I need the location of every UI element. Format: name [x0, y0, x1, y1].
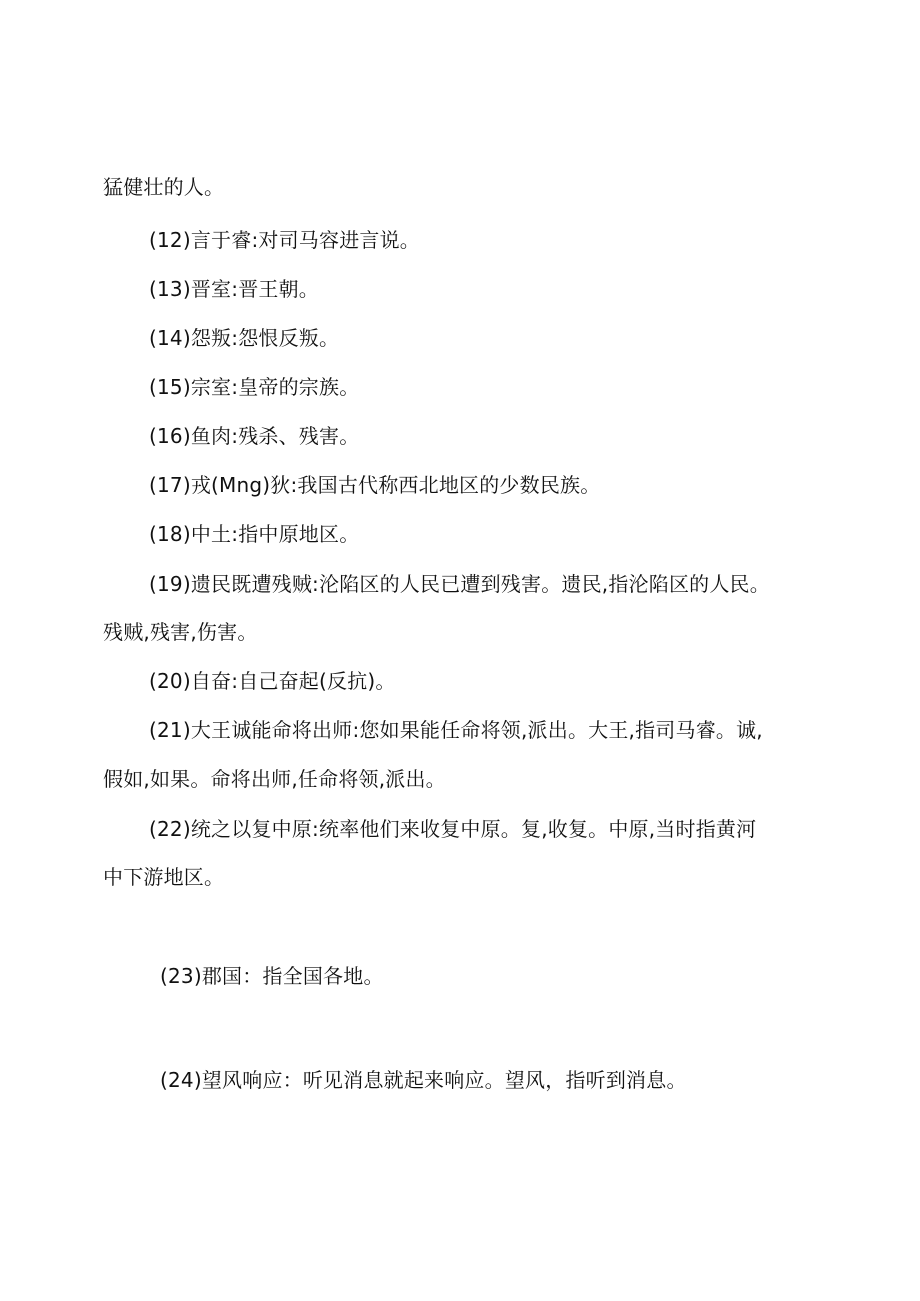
footnote-12: (12)言于睿:对司马容进言说。 [149, 228, 420, 252]
footnote-14: (14)怨叛:怨恨反叛。 [149, 326, 340, 350]
footnote-21: (21)大王诚能命将出师:您如果能任命将领,派出。大王,指司马睿。诚, [149, 718, 763, 742]
footnote-24: (24)望风响应：听见消息就起来响应。望风，指听到消息。 [160, 1068, 687, 1092]
footnote-19: (19)遗民既遭残贼:沦陷区的人民已遭到残害。遗民,指沦陷区的人民。 [149, 572, 770, 596]
footnote-20: (20)自奋:自己奋起(反抗)。 [149, 669, 396, 693]
footnote-17: (17)戎(Mng)狄:我国古代称西北地区的少数民族。 [149, 473, 601, 497]
footnote-15: (15)宗室:皇帝的宗族。 [149, 375, 360, 399]
footnote-13: (13)晋室:晋王朝。 [149, 277, 319, 301]
footnote-16: (16)鱼肉:残杀、残害。 [149, 424, 360, 448]
footnote-19-continuation: 残贼,残害,伤害。 [103, 620, 258, 644]
text-line: 猛健壮的人。 [103, 175, 225, 199]
footnote-23: (23)郡国：指全国各地。 [160, 964, 384, 988]
footnote-18: (18)中土:指中原地区。 [149, 522, 360, 546]
footnote-22-continuation: 中下游地区。 [103, 865, 225, 889]
footnote-21-continuation: 假如,如果。命将出师,任命将领,派出。 [103, 767, 446, 791]
footnote-22: (22)统之以复中原:统率他们来收复中原。复,收复。中原,当时指黄河 [149, 817, 757, 841]
